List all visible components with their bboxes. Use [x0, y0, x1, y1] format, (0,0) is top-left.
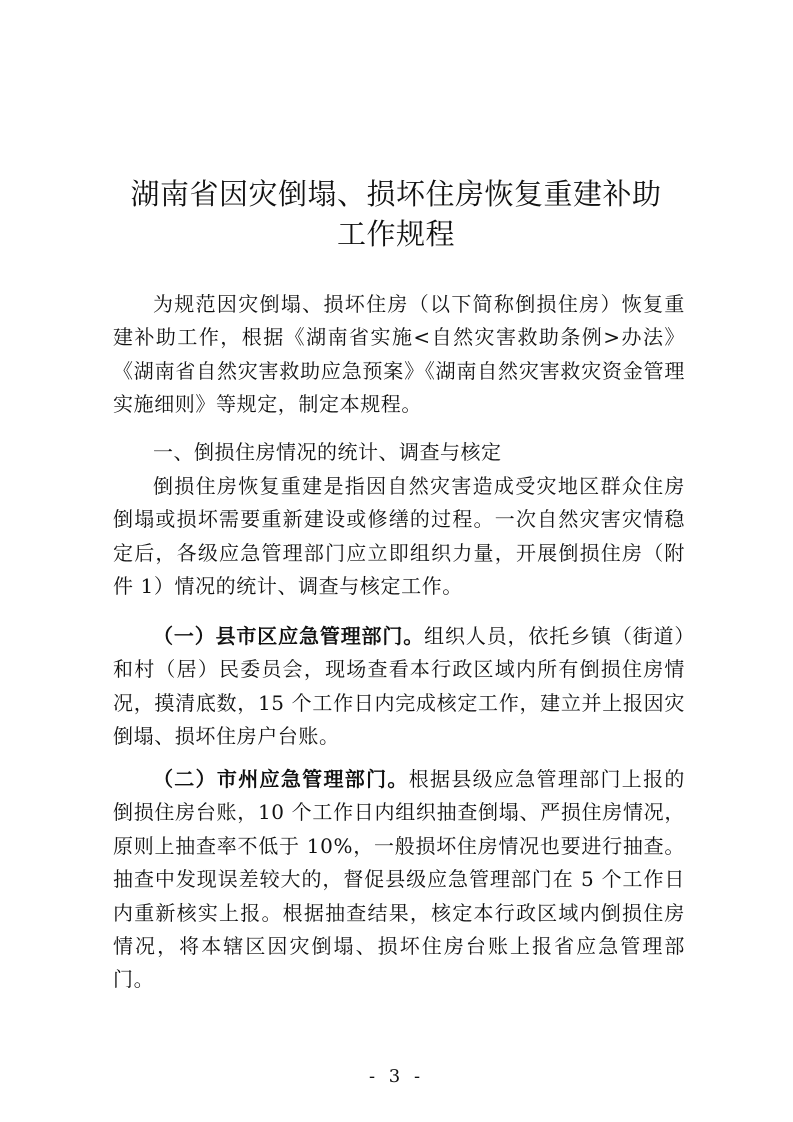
item2-label: （二）市州应急管理部门。	[153, 767, 409, 791]
item1-paragraph	[113, 620, 685, 754]
item1-body: 组织人员，依托乡镇（街道）和村（居）民委员会，现场查看本行政区域内所有倒损住房情况，摸清底数，15 个工作日内完成核定工作，建立并上报因灾倒塌、损坏住房户台账。	[113, 624, 685, 749]
intro-paragraph: 为规范因灾倒塌、损坏住房（以下简称倒损住房）恢复重建补助工作，根据《湖南省实施<自然灾害救助条例>办法》《湖南省自然灾害救助应急预案》《湖南自然灾害救灾资金管理实施细则》等规定，制定本规程。	[113, 292, 685, 417]
section1-heading: 一、倒损住房情况的统计、调查与核定	[153, 440, 502, 464]
document-title-line2: 工作规程	[336, 217, 455, 251]
item2-paragraph	[113, 763, 685, 997]
page-number: - 3 -	[368, 1066, 425, 1087]
section1-paragraph: 倒损住房恢复重建是指因自然灾害造成受灾地区群众住房倒塌或损坏需要重新建设或修缮的过程。一次自然灾害灾情稳定后，各级应急管理部门应立即组织力量，开展倒损住房（附件 1）情况的统计、调查与核定工作。	[113, 474, 685, 599]
item1-label: （一）县市区应急管理部门。	[153, 624, 425, 648]
document-title-line1: 湖南省因灾倒塌、损坏住房恢复重建补助	[130, 177, 662, 211]
item2-body: 根据县级应急管理部门上报的倒损住房台账，10 个工作日内组织抽查倒塌、严损住房情况，原则上抽查率不低于 10%，一般损坏住房情况也要进行抽查。抽查中发现误差较大的，督促县级应急管理部门在 5 个工作日内重新核实上报。根据抽查结果，核定本行政区域内倒损住房情况，将本辖区因灾倒塌、损坏住房台账上报省应急管理部门。	[113, 767, 685, 992]
